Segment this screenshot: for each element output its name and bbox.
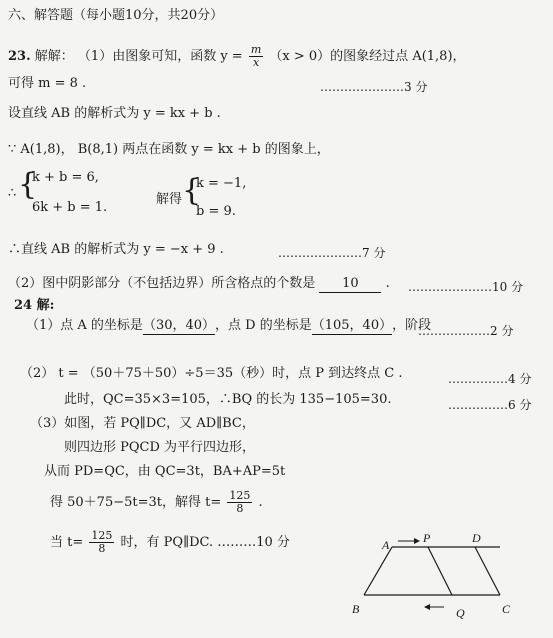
label-q: Q xyxy=(456,606,465,620)
segment-ab xyxy=(364,547,392,595)
q23-line1: 23. 解解： （1）由图象可知，函数 y = $\frac{m}{x}$ （x > 0）的图象经过点 A(1,8)， xyxy=(8,43,466,69)
sys1-brace: { xyxy=(18,167,38,202)
q23-fraction: $\frac{m}{x}$ xyxy=(250,43,262,69)
q24-line6: 从而 PD=QC，由 QC=3t，BA+AP=5t xyxy=(44,464,286,479)
q24-line7: 得 50＋75−5t=3t，解得 t= $\frac{125}{8}$ . xyxy=(50,489,263,515)
q24-line3: 此时，QC=35×3=105，∴BQ 的长为 135−105=30. xyxy=(64,392,392,407)
q23-score-10: …………………10 分 xyxy=(408,280,524,294)
q24-score-6: ……………6 分 xyxy=(448,398,532,412)
q24-line1: （1）点 A 的坐标是（30，40），点 D 的坐标是（105，40），阶段 xyxy=(26,318,432,333)
sys2-brace: { xyxy=(182,173,202,208)
segment-pq xyxy=(428,547,452,595)
sys2-row2: b = 9. xyxy=(196,204,236,219)
sys1-row2: 6k + b = 1. xyxy=(32,200,108,215)
q24-point-a: （30，40） xyxy=(142,318,216,333)
q23-score-3: …………………3 分 xyxy=(320,80,428,94)
arrow-q-head xyxy=(424,604,430,610)
label-d: D xyxy=(472,531,481,545)
q24-number: 24 解: xyxy=(14,298,55,313)
q24-line4: （3）如图，若 PQ∥DC，又 AD∥BC， xyxy=(30,416,255,431)
segment-dc xyxy=(475,547,500,595)
q24-fraction-1: $\frac{125}{8}$ xyxy=(229,489,251,515)
q24-point-d: （105，40） xyxy=(311,318,393,333)
q23-line2: 可得 m = 8 . xyxy=(8,76,87,91)
section-title: 六、解答题（每小题10分，共20分） xyxy=(8,8,224,23)
q24-fraction-2: $\frac{125}{8}$ xyxy=(91,529,113,555)
arrow-p-head xyxy=(414,538,420,544)
q23-line6: （2）图中阴影部分（不包括边界）所含格点的个数是 10 . xyxy=(8,276,390,291)
trapezoid-figure xyxy=(340,525,530,625)
label-a: A xyxy=(382,538,390,552)
label-p: P xyxy=(423,531,431,545)
sys2-prefix: 解得 xyxy=(156,192,183,207)
sys1-row1: k + b = 6, xyxy=(32,170,99,185)
label-c: C xyxy=(502,602,511,616)
q24-line5: 则四边形 PQCD 为平行四边形， xyxy=(64,440,256,455)
q24-score-2: ………………2 分 xyxy=(418,324,514,338)
q24-line8: 当 t= $\frac{125}{8}$ 时，有 PQ∥DC. ………10 分 xyxy=(50,529,290,555)
sys2-row1: k = −1, xyxy=(196,176,247,191)
q23-line3: 设直线 AB 的解析式为 y = kx + b . xyxy=(8,106,221,121)
q24-score-4: ……………4 分 xyxy=(448,372,532,386)
q23-score-7: …………………7 分 xyxy=(278,246,386,260)
q23-number: 23. xyxy=(8,49,31,64)
q23-blank-answer: 10 xyxy=(319,276,381,293)
q23-answer-word: 解解： xyxy=(34,49,74,64)
q24-line2: （2） t = （50＋75＋50）÷5＝35（秒）时，点 P 到达终点 C . xyxy=(20,366,403,381)
sys1-prefix: ∴ xyxy=(8,186,17,201)
label-b: B xyxy=(352,602,360,616)
q23-line4: ∵ A(1,8)， B(8,1) 两点在函数 y = kx + b 的图象上， xyxy=(8,142,330,157)
q23-line5: ∴直线 AB 的解析式为 y = −x + 9 . xyxy=(8,242,224,257)
